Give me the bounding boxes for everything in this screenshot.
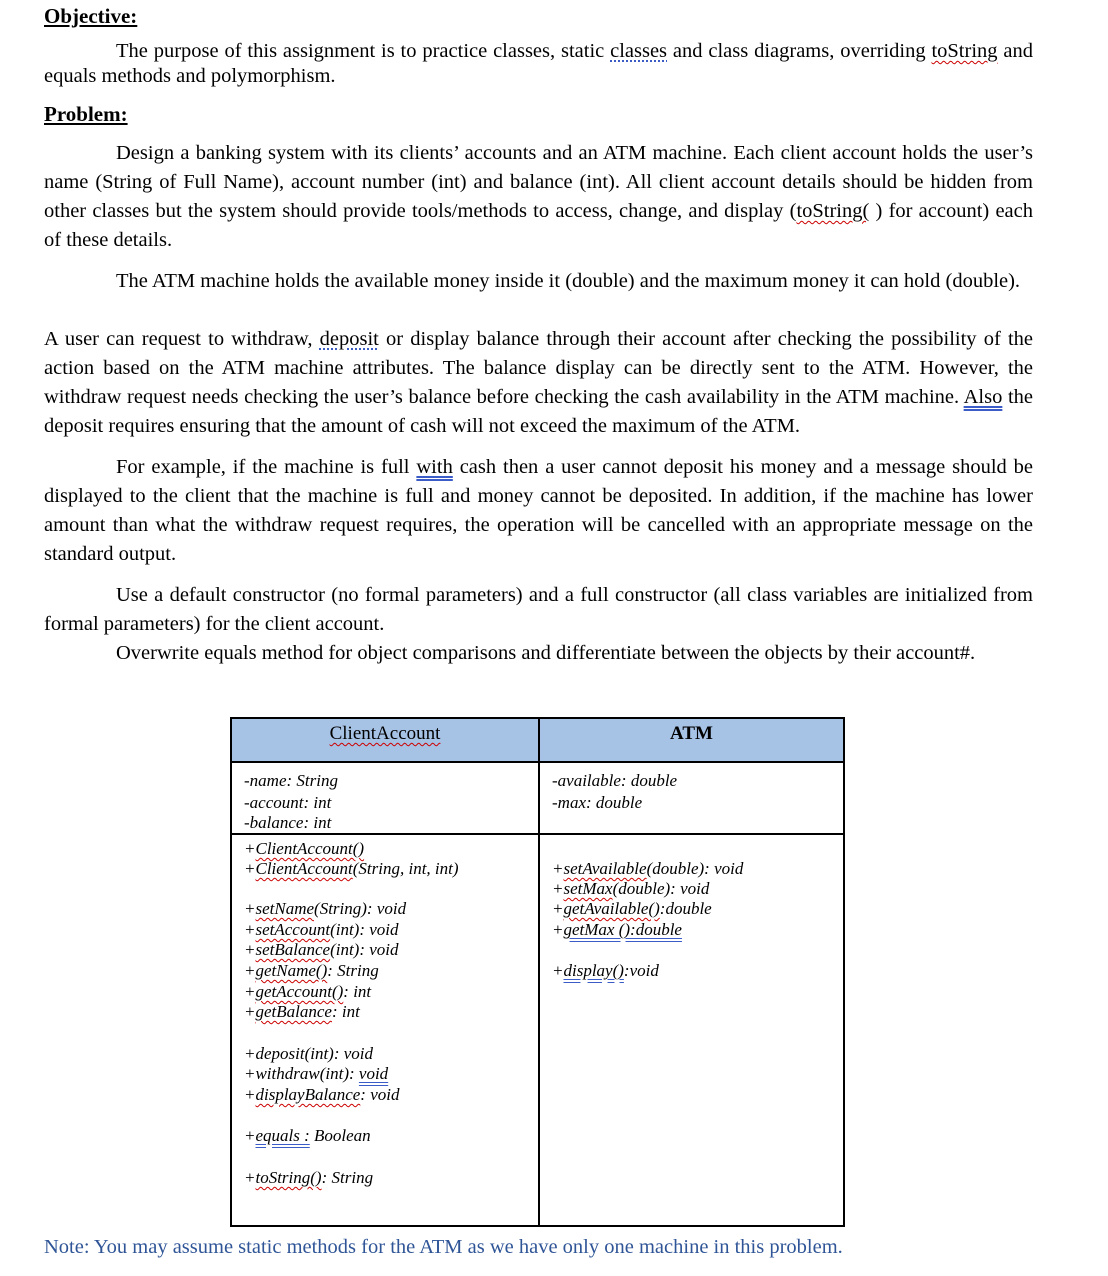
atm-title: ATM bbox=[540, 719, 843, 763]
text-run: ) for account) each of these details. bbox=[44, 200, 1033, 251]
client-account-title bbox=[232, 719, 538, 763]
text-run: deposit bbox=[319, 328, 379, 350]
text-run: : String bbox=[327, 961, 379, 980]
text-run: + bbox=[244, 839, 256, 858]
text-run: or display balance through their account after checking the possibility of the action based on the ATM machine attributes. The balance display can be directly sent to the ATM. However, the withdraw request needs checking the user’s balance before checking the cash availability in the ATM machine. bbox=[44, 328, 1034, 408]
problem-paragraph-1 bbox=[44, 139, 1033, 255]
attribute: -available: double bbox=[552, 771, 678, 790]
text-run: + bbox=[552, 879, 564, 898]
text-run: getAccount() bbox=[255, 982, 344, 1001]
problem-paragraph-4 bbox=[44, 453, 1033, 569]
atm-class bbox=[540, 719, 843, 1225]
text-run: ClientAccount() bbox=[255, 839, 365, 858]
text-run: (double): void bbox=[646, 859, 744, 878]
text-run: setBalance bbox=[255, 940, 331, 959]
text-run: + bbox=[244, 982, 256, 1001]
method bbox=[552, 961, 659, 981]
client-account-class bbox=[232, 719, 540, 1225]
text-run: setAccount bbox=[255, 920, 331, 939]
problem-paragraph-3 bbox=[44, 325, 1033, 441]
attribute: -account: int bbox=[244, 793, 332, 812]
text-run: + bbox=[552, 899, 564, 918]
text-run: :void bbox=[623, 961, 659, 980]
text-run: + bbox=[244, 940, 256, 959]
text-run: ClientAccount bbox=[255, 859, 353, 878]
text-run: (int): void bbox=[330, 920, 399, 939]
text-run: + bbox=[244, 899, 256, 918]
text-run: void bbox=[358, 1064, 389, 1083]
text-run: + bbox=[244, 961, 256, 980]
text-run: :double bbox=[659, 899, 712, 918]
problem-paragraph-2: The ATM machine holds the available money inside it (double) and the maximum money it can hold (double). bbox=[116, 270, 1021, 292]
text-run: (String, int, int) bbox=[352, 859, 459, 878]
text-run: (double): void bbox=[612, 879, 710, 898]
method bbox=[244, 839, 364, 859]
attribute: -max: double bbox=[552, 793, 643, 812]
text-run: the deposit requires ensuring that the amount of cash will not exceed the maximum of the ATM. bbox=[44, 386, 1033, 437]
client-account-attributes bbox=[232, 763, 538, 835]
objective-heading: Objective: bbox=[44, 4, 138, 28]
text-run: + bbox=[552, 859, 564, 878]
method bbox=[244, 1085, 399, 1105]
text-run: For example, if the machine is full bbox=[116, 456, 417, 478]
text-run: + bbox=[244, 1168, 256, 1187]
text-run: cash then a user cannot deposit his money and a message should be displayed to the client that the machine is full and money cannot be deposited. In addition, if the machine has lower amount than what the withdraw request requires, the operation will be cancelled with an appropriate message on the standard output. bbox=[44, 456, 1034, 565]
method bbox=[552, 920, 682, 940]
attribute: -balance: int bbox=[244, 813, 332, 832]
text-run: getName() bbox=[255, 961, 328, 980]
text-run: displayBalance bbox=[255, 1085, 361, 1104]
atm-attributes bbox=[540, 763, 843, 835]
method bbox=[244, 920, 399, 940]
text-run: toString() bbox=[255, 1168, 322, 1187]
text-run: + bbox=[244, 1085, 256, 1104]
text-run: : String bbox=[321, 1168, 374, 1187]
text-run: setName bbox=[255, 899, 315, 918]
text-run: + bbox=[244, 859, 256, 878]
text-run: +withdraw(int): bbox=[244, 1064, 359, 1083]
text-run: : int bbox=[331, 1002, 360, 1021]
text-run: Design a banking system with its clients’ accounts and an ATM machine. Each client account holds the user’s name (String of Full Name), account number (int) and balance (int). All client account details should be hidden from other classes but the system should provide tools/methods to access, change, and display ( bbox=[44, 142, 1033, 222]
problem-paragraph-5: Use a default constructor (no formal parameters) and a full constructor (all class variables are initialized from formal parameters) for the client account. bbox=[44, 584, 1033, 635]
text-run: equals : bbox=[255, 1126, 310, 1145]
method bbox=[552, 899, 712, 919]
objective-paragraph bbox=[44, 39, 1033, 89]
text-run: + bbox=[244, 920, 256, 939]
attribute: -name: String bbox=[244, 771, 338, 790]
text-run: + bbox=[244, 1002, 256, 1021]
method bbox=[244, 940, 399, 960]
text-run: with bbox=[416, 456, 453, 478]
method: +deposit(int): void bbox=[244, 1044, 374, 1063]
method bbox=[244, 899, 406, 919]
method bbox=[244, 1168, 373, 1188]
text-run: : int bbox=[343, 982, 372, 1001]
method bbox=[244, 859, 459, 879]
text-run: + bbox=[552, 920, 564, 939]
text-run: + bbox=[244, 1126, 256, 1145]
text-run: (int): void bbox=[330, 940, 399, 959]
text-run: and equals methods and polymorphism. bbox=[44, 40, 1033, 87]
text-run: A user can request to withdraw, bbox=[44, 328, 320, 350]
text-run: setAvailable bbox=[563, 859, 647, 878]
text-run: display() bbox=[563, 961, 624, 980]
footnote: Note: You may assume static methods for the ATM as we have only one machine in this problem. bbox=[44, 1236, 843, 1258]
text-run: : void bbox=[360, 1085, 400, 1104]
text-run: Boolean bbox=[309, 1126, 371, 1145]
text-run: setMax bbox=[563, 879, 613, 898]
uml-class-diagram bbox=[230, 717, 845, 1227]
problem-paragraph-6: Overwrite equals method for object comparisons and differentiate between the objects by their account#. bbox=[116, 642, 976, 664]
text-run: and class diagrams, overriding bbox=[667, 40, 932, 62]
text-run: Also bbox=[963, 386, 1003, 408]
method bbox=[244, 982, 371, 1002]
method bbox=[244, 1126, 371, 1146]
method bbox=[552, 859, 743, 879]
method bbox=[244, 1064, 388, 1084]
method bbox=[244, 1002, 360, 1022]
problem-heading: Problem: bbox=[44, 102, 128, 126]
text-run: + bbox=[552, 961, 564, 980]
class-name: ClientAccount bbox=[329, 723, 441, 744]
text-run: getBalance bbox=[255, 1002, 332, 1021]
text-run: (String): void bbox=[314, 899, 407, 918]
method bbox=[552, 879, 709, 899]
text-run: toString( bbox=[796, 200, 870, 222]
method bbox=[244, 961, 379, 981]
text-run: getAvailable() bbox=[563, 899, 660, 918]
text-run: classes bbox=[610, 40, 668, 62]
text-run: toString bbox=[931, 40, 998, 62]
text-run: getMax ():double bbox=[563, 920, 682, 939]
text-run: The purpose of this assignment is to practice classes, static bbox=[116, 40, 611, 62]
